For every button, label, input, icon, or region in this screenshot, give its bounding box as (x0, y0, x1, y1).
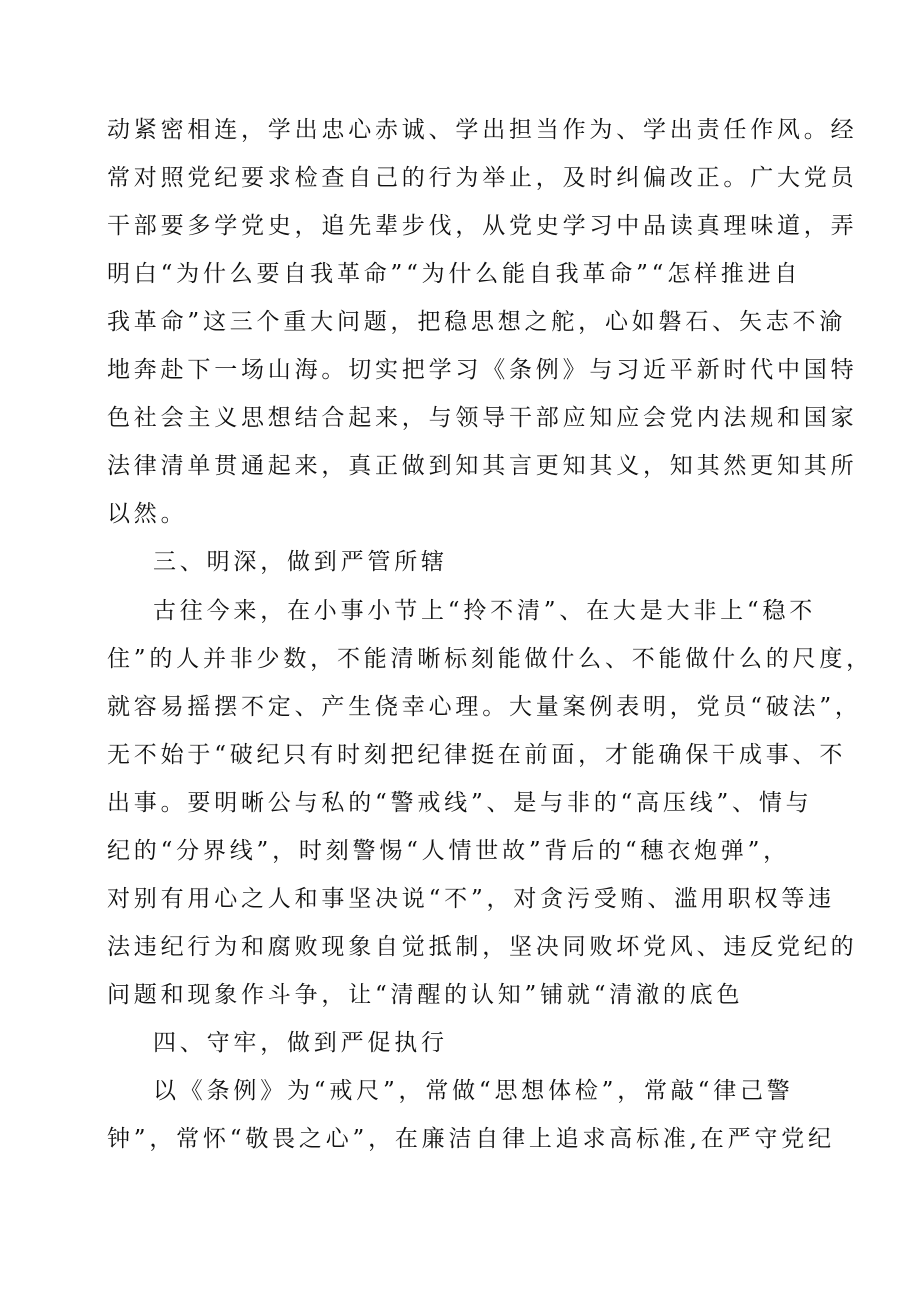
paragraph-line: 常对照党纪要求检查自己的行为举止，及时纠偏改正。广大党员 (107, 165, 858, 191)
paragraph-line: 住”的人并非少数，不能清晰标刻能做什么、不能做什么的尺度， (107, 646, 873, 672)
paragraph-line: 以《条例》为“戒尺”，常做“思想体检”，常敲“律己警 (153, 1078, 794, 1104)
paragraph-line: 色社会主义思想结合起来，与领导干部应知应会党内法规和国家 (107, 405, 858, 431)
paragraph-line: 以然。 (107, 501, 188, 527)
paragraph-line: 我革命”这三个重大问题，把稳思想之舵，心如磐石、矢志不渝 (107, 309, 847, 335)
paragraph-line: 就容易摇摆不定、产生侥幸心理。大量案例表明，党员“破法”， (107, 694, 862, 720)
paragraph-line: 对别有用心之人和事坚决说“不”，对贪污受贿、滥用职权等违 (107, 886, 835, 912)
section-heading-4: 四、守牢，做到严促执行 (153, 1030, 448, 1056)
paragraph-line: 钟”，常怀“敬畏之心”，在廉洁自律上追求高标准,在严守党纪 (107, 1126, 835, 1152)
paragraph-line: 纪的“分界线”，时刻警惕“人情世故”背后的“穗衣炮弹”， (107, 838, 790, 864)
paragraph-line: 干部要多学党史，追先辈步伐，从党史学习中品读真理味道，弄 (107, 213, 858, 239)
paragraph-line: 出事。要明晰公与私的“警戒线”、是与非的“高压线”、情与 (107, 790, 813, 816)
paragraph-line: 动紧密相连，学出忠心赤诚、学出担当作为、学出责任作风。经 (107, 117, 858, 143)
paragraph-line: 法违纪行为和腐败现象自觉抵制，坚决同败坏党风、违反党纪的 (107, 934, 858, 960)
paragraph-line: 地奔赴下一场山海。切实把学习《条例》与习近平新时代中国特 (107, 357, 858, 383)
paragraph-line: 古往今来，在小事小节上“拎不清”、在大是大非上“稳不 (153, 598, 817, 624)
section-heading-3: 三、明深，做到严管所辖 (153, 549, 448, 575)
paragraph-line: 问题和现象作斗争，让“清醒的认知”铺就“清澈的底色 (107, 982, 744, 1008)
paragraph-line: 法律清单贯通起来，真正做到知其言更知其义，知其然更知其所 (107, 453, 858, 479)
paragraph-line: 无不始于“破纪只有时刻把纪律挺在前面，才能确保干成事、不 (107, 742, 847, 768)
paragraph-line: 明白“为什么要自我革命”“为什么能自我革命”“怎样推进自 (107, 261, 802, 287)
